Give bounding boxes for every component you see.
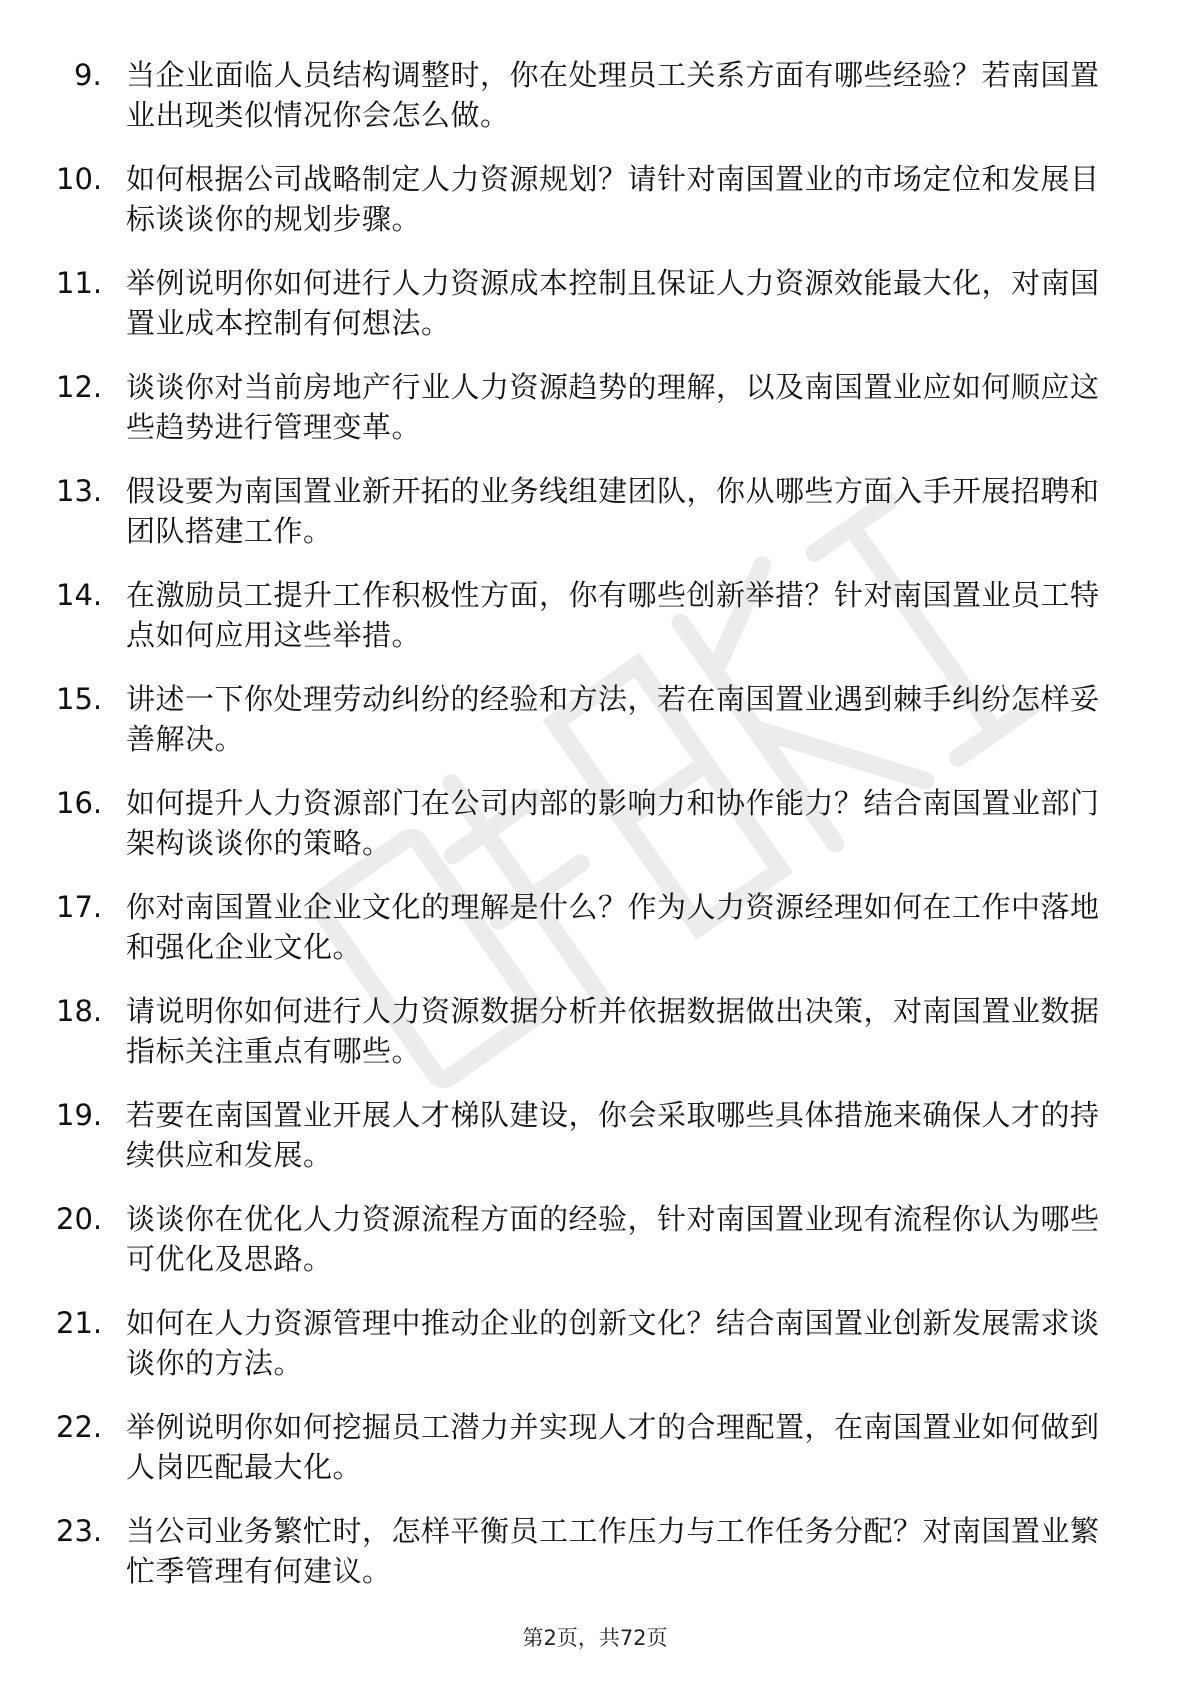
question-text: 如何在人力资源管理中推动企业的创新文化？结合南国置业创新发展需求谈谈你的方法。 [126,1306,1100,1380]
list-item [0,991,1190,1070]
question-number: 21. [56,1306,103,1340]
list-item [0,471,1190,550]
question-number: 15. [56,682,103,716]
question-number: 9. [74,58,102,92]
question-number: 12. [56,370,103,404]
list-item [0,1511,1190,1590]
question-number: 17. [56,890,103,924]
list-item [0,783,1190,862]
question-text: 当公司业务繁忙时，怎样平衡员工工作压力与工作任务分配？对南国置业繁忙季管理有何建议。 [126,1514,1100,1588]
question-text: 如何提升人力资源部门在公司内部的影响力和协作能力？结合南国置业部门架构谈谈你的策略。 [126,786,1100,860]
question-text: 若要在南国置业开展人才梯队建设，你会采取哪些具体措施来确保人才的持续供应和发展。 [126,1098,1100,1172]
question-number: 11. [56,266,103,300]
question-text: 如何根据公司战略制定人力资源规划？请针对南国置业的市场定位和发展目标谈谈你的规划步骤。 [126,162,1100,236]
list-item [0,887,1190,966]
question-number: 16. [56,786,103,820]
question-number: 18. [56,994,103,1028]
question-text: 谈谈你对当前房地产行业人力资源趋势的理解，以及南国置业应如何顺应这些趋势进行管理变革。 [126,370,1100,444]
list-item [0,1095,1190,1174]
question-number: 22. [56,1410,103,1444]
question-text: 请说明你如何进行人力资源数据分析并依据数据做出决策，对南国置业数据指标关注重点有哪些。 [126,994,1100,1068]
question-number: 23. [56,1514,103,1548]
list-item [0,1199,1190,1278]
list-item [0,679,1190,758]
question-text: 讲述一下你处理劳动纠纷的经验和方法，若在南国置业遇到棘手纠纷怎样妥善解决。 [126,682,1100,756]
question-text: 举例说明你如何挖掘员工潜力并实现人才的合理配置，在南国置业如何做到人岗匹配最大化。 [126,1410,1100,1484]
list-item [0,159,1190,238]
list-item [0,575,1190,654]
question-text: 在激励员工提升工作积极性方面，你有哪些创新举措？针对南国置业员工特点如何应用这些举措。 [126,578,1100,652]
question-text: 当企业面临人员结构调整时，你在处理员工关系方面有哪些经验？若南国置业出现类似情况你会怎么做。 [126,58,1100,132]
question-text: 你对南国置业企业文化的理解是什么？作为人力资源经理如何在工作中落地和强化企业文化。 [126,890,1100,964]
question-text: 举例说明你如何进行人力资源成本控制且保证人力资源效能最大化，对南国置业成本控制有何想法。 [126,266,1100,340]
list-item [0,1303,1190,1382]
question-text: 假设要为南国置业新开拓的业务线组建团队，你从哪些方面入手开展招聘和团队搭建工作。 [126,474,1100,548]
question-number: 20. [56,1202,103,1236]
question-number: 13. [56,474,103,508]
list-item [0,1407,1190,1486]
question-number: 19. [56,1098,103,1132]
list-item [0,55,1190,134]
page-number-footer: 第2页，共72页 [522,1626,668,1650]
question-number: 10. [56,162,103,196]
question-list [0,55,1190,1615]
question-number: 14. [56,578,103,612]
question-text: 谈谈你在优化人力资源流程方面的经验，针对南国置业现有流程你认为哪些可优化及思路。 [126,1202,1100,1276]
list-item [0,367,1190,446]
list-item [0,263,1190,342]
